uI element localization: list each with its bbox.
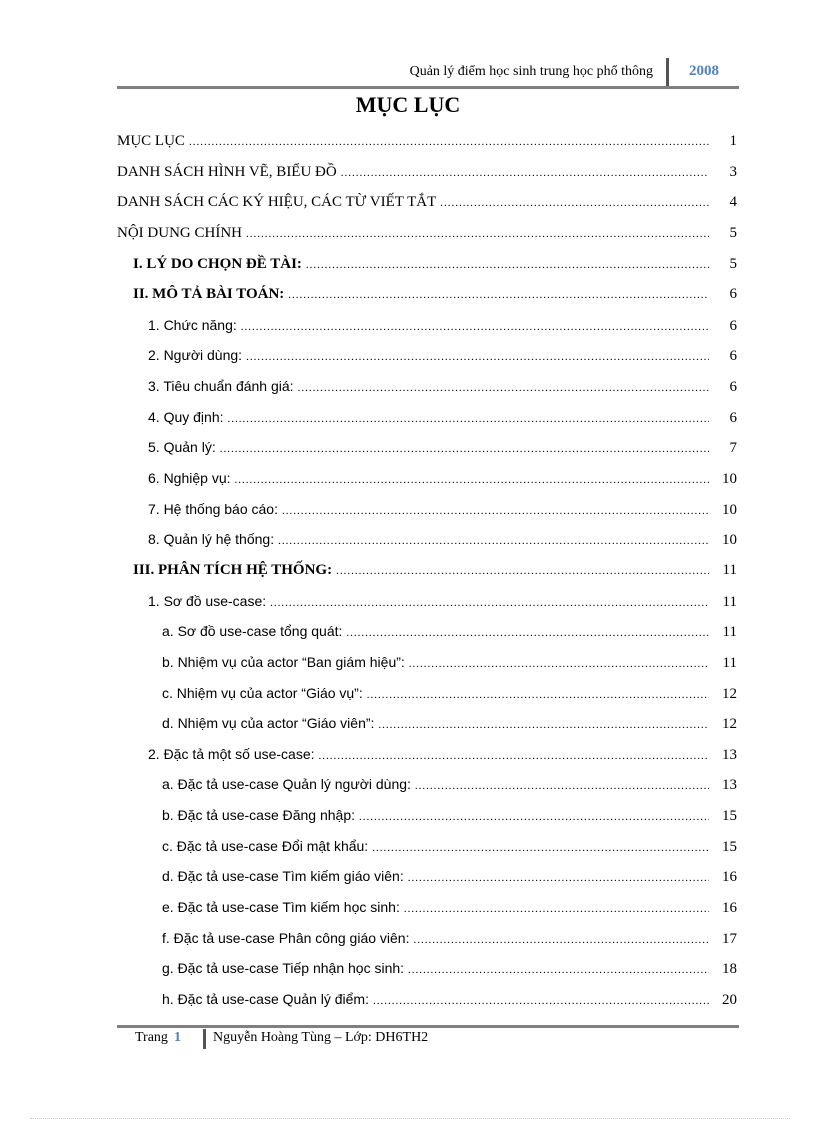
toc-entry-page: 18 — [722, 961, 737, 977]
toc-entry-title: d. Nhiệm vụ của actor “Giáo viên”: — [162, 715, 375, 731]
footer-page-number: 1 — [173, 1030, 181, 1045]
toc-entry[interactable] — [117, 223, 737, 243]
toc-dot-leader — [282, 501, 709, 521]
toc-entry-title: 4. Quy định: — [148, 409, 224, 425]
toc-dot-leader — [336, 561, 709, 581]
toc-entry[interactable] — [148, 529, 737, 549]
toc-dot-leader — [306, 255, 709, 275]
toc-entry-title: c. Nhiệm vụ của actor “Giáo vụ”: — [162, 685, 363, 701]
toc-entry[interactable] — [162, 897, 737, 917]
toc-entry-title: b. Đặc tả use-case Đăng nhập: — [162, 807, 356, 823]
toc-entry-page: 3 — [729, 164, 737, 180]
toc-dot-leader — [298, 378, 709, 398]
toc-entry[interactable] — [148, 376, 737, 396]
toc-entry-page: 15 — [722, 808, 737, 824]
toc-entry-title: DANH SÁCH HÌNH VẼ, BIỂU ĐỒ — [117, 164, 337, 180]
toc-entry[interactable] — [148, 315, 737, 335]
toc-entry-title: 2. Người dùng: — [148, 347, 243, 363]
toc-entry-title: DANH SÁCH CÁC KÝ HIỆU, CÁC TỪ VIẾT TẮT — [117, 194, 437, 210]
header-year: 2008 — [689, 63, 719, 79]
toc-entry[interactable] — [162, 805, 737, 825]
toc-dot-leader — [372, 838, 709, 858]
toc-entry-title: II. MÔ TẢ BÀI TOÁN: — [133, 286, 285, 302]
toc-entry[interactable] — [133, 560, 737, 580]
toc-entry-page: 10 — [722, 532, 737, 548]
toc-entry-page: 7 — [729, 440, 737, 456]
toc-dot-leader — [409, 654, 709, 674]
toc-entry-title: 3. Tiêu chuẩn đánh giá: — [148, 378, 294, 394]
toc-entry-page: 6 — [729, 318, 737, 334]
toc-entry[interactable] — [117, 162, 737, 182]
toc-entry-title: h. Đặc tả use-case Quản lý điểm: — [162, 991, 369, 1007]
toc-dot-leader — [378, 715, 709, 735]
toc-dot-leader — [270, 593, 709, 613]
toc-entry-page: 11 — [722, 624, 737, 640]
toc-entry-page: 10 — [722, 502, 737, 518]
toc-entry-page: 6 — [729, 348, 737, 364]
footer-page-label-text: Trang — [135, 1030, 168, 1045]
toc-entry[interactable] — [117, 131, 737, 151]
toc-dot-leader — [319, 746, 709, 766]
toc-dot-leader — [413, 930, 709, 950]
toc-entry[interactable] — [162, 866, 737, 886]
toc-entry-page: 6 — [729, 410, 737, 426]
toc-dot-leader — [278, 531, 709, 551]
toc-entry[interactable] — [162, 774, 737, 794]
toc-dot-leader — [246, 224, 709, 244]
toc-dot-leader — [440, 193, 709, 213]
toc-entry[interactable] — [148, 345, 737, 365]
page-edge-line — [30, 1118, 790, 1119]
toc-dot-leader — [346, 623, 709, 643]
toc-dot-leader — [189, 132, 709, 152]
page-footer — [117, 1029, 739, 1049]
toc-entry[interactable] — [148, 407, 737, 427]
toc-dot-leader — [246, 347, 709, 367]
toc-entry-page: 17 — [722, 931, 737, 947]
toc-dot-leader — [373, 991, 709, 1011]
toc-dot-leader — [408, 868, 709, 888]
toc-entry-page: 4 — [729, 194, 737, 210]
toc-entry-title: f. Đặc tả use-case Phân công giáo viên: — [162, 930, 410, 946]
toc-entry[interactable] — [162, 621, 737, 641]
toc-entry-title: g. Đặc tả use-case Tiếp nhận học sinh: — [162, 960, 405, 976]
toc-entry[interactable] — [162, 989, 737, 1009]
toc-dot-leader — [415, 776, 709, 796]
document-title: MỤC LỤC — [355, 92, 461, 117]
toc-entry[interactable] — [133, 254, 737, 274]
toc-entry-title: NỘI DUNG CHÍNH — [117, 225, 242, 241]
toc-entry[interactable] — [133, 284, 737, 304]
footer-separator — [203, 1029, 206, 1049]
toc-entry-title: 1. Chức năng: — [148, 317, 237, 333]
toc-dot-leader — [241, 317, 709, 337]
header-title: Quản lý điểm học sinh trung học phổ thông — [409, 64, 653, 79]
toc-dot-leader — [404, 899, 709, 919]
footer-author: Nguyễn Hoàng Tùng – Lớp: DH6TH2 — [213, 1030, 429, 1045]
toc-dot-leader — [359, 807, 709, 827]
toc-entry[interactable] — [148, 437, 737, 457]
toc-entry[interactable] — [148, 468, 737, 488]
toc-entry[interactable] — [162, 713, 737, 733]
toc-entry[interactable] — [148, 591, 737, 611]
toc-entry-page: 15 — [722, 839, 737, 855]
toc-entry-page: 11 — [722, 594, 737, 610]
toc-entry-title: e. Đặc tả use-case Tìm kiếm học sinh: — [162, 899, 400, 915]
toc-dot-leader — [228, 409, 710, 429]
toc-entry-page: 12 — [722, 686, 737, 702]
toc-entry[interactable] — [148, 499, 737, 519]
toc-entry-title: a. Đặc tả use-case Quản lý người dùng: — [162, 776, 411, 792]
toc-entry-title: I. LÝ DO CHỌN ĐỀ TÀI: — [133, 256, 302, 272]
toc-entry-page: 13 — [722, 747, 737, 763]
toc-dot-leader — [288, 285, 709, 305]
toc-entry-page: 5 — [729, 225, 737, 241]
toc-entry-page: 12 — [722, 716, 737, 732]
toc-entry[interactable] — [148, 744, 737, 764]
toc-entry-title: b. Nhiệm vụ của actor “Ban giám hiệu”: — [162, 654, 405, 670]
toc-entry[interactable] — [162, 958, 737, 978]
toc-entry[interactable] — [117, 192, 737, 212]
toc-entry-page: 5 — [729, 256, 737, 272]
toc-entry-page: 16 — [722, 869, 737, 885]
toc-dot-leader — [235, 470, 710, 490]
toc-entry-title: MỤC LỤC — [117, 133, 185, 149]
toc-entry-page: 1 — [729, 133, 737, 149]
toc-entry-title: 7. Hệ thống báo cáo: — [148, 501, 278, 517]
toc-dot-leader — [408, 960, 709, 980]
toc-entry-title: 8. Quản lý hệ thống: — [148, 531, 275, 547]
footer-rule — [117, 1025, 739, 1028]
toc-entry-page: 16 — [722, 900, 737, 916]
toc-entry-title: 1. Sơ đồ use-case: — [148, 593, 267, 609]
toc-entry-page: 10 — [722, 471, 737, 487]
toc-entry-page: 20 — [722, 992, 737, 1008]
toc-entry-page: 11 — [722, 562, 737, 578]
toc-entry[interactable] — [162, 683, 737, 703]
footer-page-label — [135, 1030, 181, 1046]
toc-entry-title: III. PHÂN TÍCH HỆ THỐNG: — [133, 562, 333, 578]
toc-entry-page: 13 — [722, 777, 737, 793]
toc-entry-page: 6 — [729, 286, 737, 302]
toc-dot-leader — [341, 163, 709, 183]
toc-entry[interactable] — [162, 928, 737, 948]
toc-entry-title: 5. Quản lý: — [148, 439, 216, 455]
toc-entry-title: d. Đặc tả use-case Tìm kiếm giáo viên: — [162, 868, 404, 884]
toc-entry-page: 11 — [722, 655, 737, 671]
toc-dot-leader — [220, 439, 709, 459]
toc-entry-title: 6. Nghiệp vụ: — [148, 470, 231, 486]
toc-entry-title: a. Sơ đồ use-case tổng quát: — [162, 623, 343, 639]
toc-entry[interactable] — [162, 652, 737, 672]
toc-entry-page: 6 — [729, 379, 737, 395]
toc-dot-leader — [367, 685, 709, 705]
toc-entry-title: c. Đặc tả use-case Đổi mật khẩu: — [162, 838, 369, 854]
toc-entry-title: 2. Đặc tả một số use-case: — [148, 746, 315, 762]
toc-entry[interactable] — [162, 836, 737, 856]
